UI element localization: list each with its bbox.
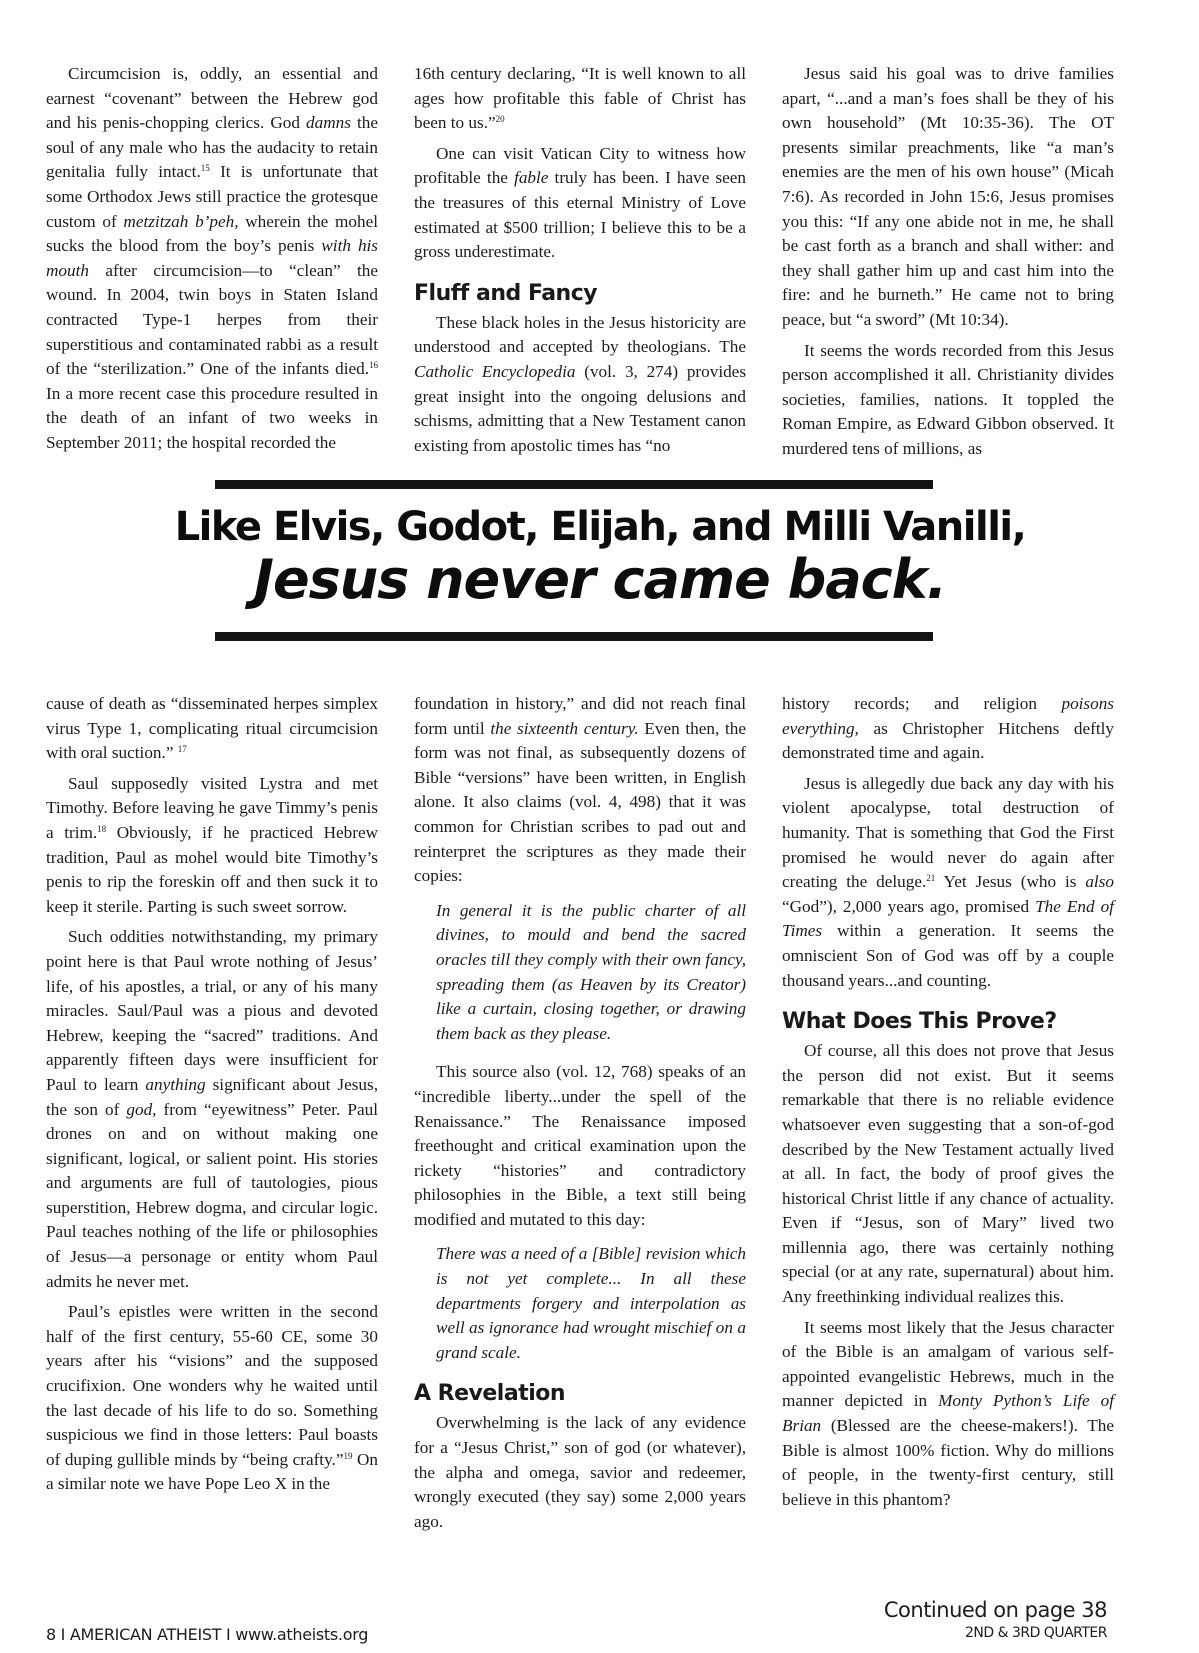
text-run: Such oddities notwithstanding, my primary point here is that Paul wrote nothing of Jesus’ life, of his apostles, a trial, or any of his many miracles. Saul/Paul was a pious and devoted Hebrew, keeping the “sacred” traditions. And apparently fifteen days were insufficient for Paul to learn xyxy=(46,927,378,1094)
body-paragraph xyxy=(46,1300,378,1497)
text-run: as Christopher Hitchens deftly demonstrated time and again. xyxy=(782,718,1114,763)
text-run: In a more recent case this procedure resulted in the death of an infant of two weeks in September 2011; the hospital recorded the xyxy=(46,383,378,452)
pull-quote-line-2: Jesus never came back. xyxy=(253,548,947,611)
text-run: truly has been. I have seen the treasures of this eternal Ministry of Love estimated at $500 trillion; I believe this to be a gross underestimate. xyxy=(414,168,746,262)
text-run: One can visit Vatican City to witness how profitable the xyxy=(414,143,746,188)
italic-text: with his mouth xyxy=(46,236,378,280)
body-paragraph xyxy=(782,772,1114,993)
text-run: On a similar note we have Pope Leo X in the xyxy=(46,1449,378,1494)
text-run: 16th century declaring, “It is well known to all ages how profitable this fable of Christ has been to us.” xyxy=(414,64,746,133)
footnote-marker: 21 xyxy=(926,873,936,884)
block-quote: In general it is the public charter of all divines, to mould and bend the sacred oracles till they comply with their own fancy, spreading them (as Heaven by its Creator) like a curtain, closing together, or drawing them back as they please. xyxy=(436,900,746,1043)
footnote-marker: 18 xyxy=(97,823,107,834)
text-run: history records; and religion xyxy=(782,694,1062,713)
body-paragraph xyxy=(414,1060,746,1232)
footnote-marker: 17 xyxy=(177,744,187,755)
text-run: Overwhelming is the lack of any evidence for a “Jesus Christ,” son of god (or whatever), the alpha and omega, savior and redeemer, wrongly executed (they say) some 2,000 years ago. xyxy=(414,1413,746,1531)
text-run: the soul of any male who has the audacity to retain genitalia fully intact. xyxy=(46,113,379,182)
footnote-marker: 15 xyxy=(200,163,210,174)
text-run: It seems most likely that the Jesus character of the Bible is an amalgam of various self-appointed evangelistic Hebrews, much in the manner depicted in xyxy=(782,1317,1114,1411)
body-paragraph xyxy=(782,1039,1114,1310)
text-run: Of course, all this does not prove that Jesus the person did not exist. But it seems remarkable that there is no reliable evidence whatsoever even suggesting that a son-of-god described by the New Testament actually lived at all. In fact, the body of proof gives the historical Christ little if any chance of actuality. Even if “Jesus, son of Mary” lived two millennia ago, there was certainly nothing special (or at any rate, supernatural) about him. Any freethinking individual realizes this. xyxy=(782,1041,1114,1307)
pull-quote-line-1: Like Elvis, Godot, Elijah, and Milli Vanilli, xyxy=(174,504,1026,550)
body-paragraph xyxy=(414,62,746,136)
top-column-2 xyxy=(414,62,746,464)
italic-text: Monty Python’s Life of Brian xyxy=(782,1391,1114,1436)
text-run: (vol. 3, 274) provides great insight into the ongoing delusions and schisms, admitting that a New Testament canon existing from apostolic times has “no xyxy=(414,361,747,455)
section-heading: What Does This Prove? xyxy=(782,1009,1057,1035)
continued-on-page-link[interactable]: Continued on page 38 xyxy=(883,1598,1107,1622)
bottom-column-3 xyxy=(782,692,1114,1518)
footnote-marker: 16 xyxy=(369,360,378,371)
text-run: Saul supposedly visited Lystra and met Timothy. Before leaving he gave Timmy’s penis a trim. xyxy=(46,773,378,842)
text-run: It seems the words recorded from this Jesus person accomplished it all. Christianity divides societies, families, nations. It toppled the Roman Empire, as Edward Gibbon observed. It murdered tens of millions, as xyxy=(782,340,1114,458)
body-paragraph xyxy=(414,692,746,889)
text-run: Yet Jesus (who is xyxy=(935,872,1086,892)
text-run: from “eyewitness” Peter. Paul drones on and on without making one significant, logical, or salient point. His stories and arguments are full of tautologies, pious superstition, Hebrew dogma, and circular logic. Paul teaches nothing of the life or philosophies of Jesus—a personage or entity whom Paul admits he never met. xyxy=(46,1099,378,1291)
italic-text: anything xyxy=(145,1074,206,1094)
text-run: Circumcision is, oddly, an essential and earnest “covenant” between the Hebrew god and his penis-chopping clerics. God xyxy=(46,64,378,133)
footnote-marker: 19 xyxy=(343,1450,353,1461)
body-paragraph xyxy=(46,772,378,920)
body-paragraph xyxy=(414,1411,746,1534)
block-quote: There was a need of a [Bible] revision which is not yet complete... In all these departments forgery and interpolation as well as ignorance had wrought mischief on a grand scale. xyxy=(436,1244,746,1362)
text-run: “God”), 2,000 years ago, promised xyxy=(782,896,1036,916)
text-run: These black holes in the Jesus historicity are understood and accepted by theologians. The xyxy=(414,312,746,357)
banner-rule-top xyxy=(215,480,933,489)
italic-text: damns xyxy=(306,113,351,133)
footnote-marker: 20 xyxy=(495,114,505,125)
pull-quote-banner xyxy=(150,504,1050,610)
italic-text: The End of Times xyxy=(782,896,1114,941)
body-paragraph xyxy=(782,62,1114,333)
issue-label: 2ND & 3RD QUARTER xyxy=(964,1625,1107,1641)
body-paragraph xyxy=(414,311,746,459)
body-paragraph xyxy=(782,692,1114,766)
text-run: within a generation. It seems the omniscient Son of God was off by a couple thousand years...and counting. xyxy=(782,921,1114,990)
text-run: Obviously, if he practiced Hebrew tradition, Paul as mohel would bite Timothy’s penis to rip the foreskin off and then suck it to keep it sterile. Parting is such sweet sorrow. xyxy=(46,822,378,916)
section-heading: A Revelation xyxy=(414,1381,566,1407)
text-run: Jesus is allegedly due back any day with his violent apocalypse, total destruction of humanity. That is something that God the First promised he would never do again after creating the deluge. xyxy=(782,773,1114,892)
section-heading: Fluff and Fancy xyxy=(414,280,598,306)
top-column-3 xyxy=(782,62,1114,468)
body-paragraph xyxy=(414,142,746,265)
body-paragraph xyxy=(46,925,378,1294)
body-paragraph xyxy=(46,692,378,766)
text-run: This source also (vol. 12, 768) speaks of an “incredible liberty...under the spell of the Renaissance.” The Renaissance imposed freethought and critical examination upon the rickety “histories” and contradictory philosophies in the Bible, a text still being modified and mutated to this day: xyxy=(414,1062,746,1229)
italic-text: fable xyxy=(514,168,549,188)
page-folio: 8 I AMERICAN ATHEIST I www.atheists.org xyxy=(46,1625,369,1644)
bottom-column-2 xyxy=(414,692,746,1540)
text-run: It is unfortunate that some Orthodox Jews still practice the grotesque custom of xyxy=(46,162,378,231)
text-run: after circumcision—to “clean” the wound. In 2004, twin boys in Staten Island contracted Type-1 herpes from their superstitious and contaminated rabbi as a result of the “sterilization.” One of the infants died. xyxy=(46,260,378,379)
text-run: cause of death as “disseminated herpes simplex virus Type 1, complicating ritual circumcision with oral suction.” xyxy=(46,694,378,763)
italic-text: also xyxy=(1085,872,1114,892)
italic-text: the sixteenth century. xyxy=(490,718,639,738)
bottom-column-1 xyxy=(46,692,378,1503)
body-paragraph xyxy=(782,1316,1114,1513)
text-run: Even then, the form was not final, as subsequently dozens of Bible “versions” have been written, in English alone. It also claims (vol. 4, 498) that it was common for Christian scribes to pad out and reinterpret the scriptures as they made their copies: xyxy=(414,718,746,886)
text-run: wherein the mohel sucks the blood from the boy’s penis xyxy=(46,211,378,256)
body-paragraph xyxy=(782,339,1114,462)
text-run: foundation in history,” and did not reach final form until xyxy=(414,694,746,738)
text-run: Jesus said his goal was to drive families apart, “...and a man’s foes shall be they of his own household” (Mt 10:35-36). The OT presents similar preachments, like “a man’s enemies are the men of his own house” (Micah 7:6). As recorded in John 15:6, Jesus promises you this: “If any one abide not in me, he shall be cast forth as a branch and shall wither: and they shall gather him up and cast him into the fire: and he burneth.” He came not to bring peace, but “a sword” (Mt 10:34). xyxy=(782,64,1114,329)
top-column-1 xyxy=(46,62,378,462)
italic-text: god, xyxy=(126,1099,157,1119)
italic-text: poisons everything, xyxy=(782,694,1114,738)
italic-text: metzitzah b’peh, xyxy=(123,211,239,231)
body-paragraph xyxy=(46,62,378,456)
text-run: (Blessed are the cheese-makers!). The Bible is almost 100% fiction. Why do millions of people, in the twenty-first century, still believe in this phantom? xyxy=(782,1416,1114,1509)
italic-text: Catholic Encyclopedia xyxy=(414,361,576,381)
text-run: significant about Jesus, the son of xyxy=(46,1074,379,1119)
banner-rule-bottom xyxy=(215,632,933,641)
text-run: Paul’s epistles were written in the second half of the first century, 55-60 CE, some 30 years after his “visions” and the supposed crucifixion. One wonders why he waited until the last decade of his life to do so. Something suspicious we find in those letters: Paul boasts of duping gullible minds by “being crafty.” xyxy=(46,1302,378,1469)
